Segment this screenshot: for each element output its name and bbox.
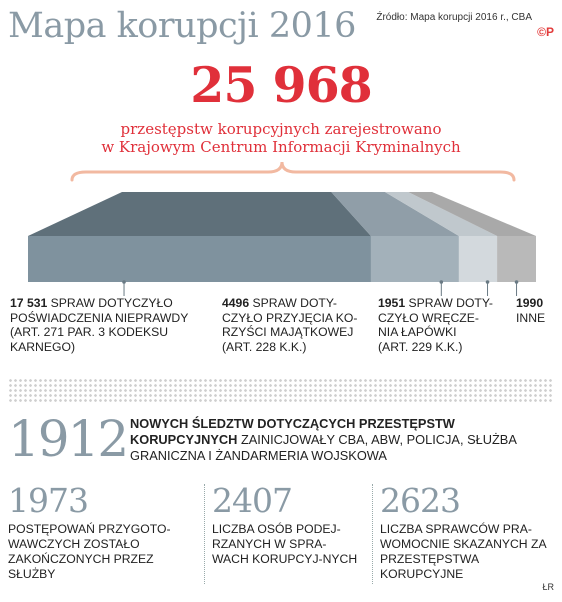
stat-text: LICZBA OSÓB PODEJ-RZANYCH W SPRA-WACH KORUPCYJ-NYCH xyxy=(212,522,358,566)
label-line: (ART. 229 K.K.) xyxy=(378,339,463,354)
bar-segment-lapowki xyxy=(459,236,497,282)
headline-number: 25 968 xyxy=(190,56,372,114)
label-line: (ART. 271 PAR. 3 KODEKSU xyxy=(10,325,169,339)
label-line: CZYŁO WRĘCZE- xyxy=(378,310,479,325)
label-line: SPRAW DOTY- xyxy=(252,296,337,310)
headline-line-2: w Krajowym Centrum Informacji Kryminalnych xyxy=(101,138,461,156)
bar-segment-korzysci xyxy=(371,236,459,282)
investigations-text xyxy=(130,416,550,464)
label-line: POŚWIADCZENIA NIEPRAWDY xyxy=(10,310,189,325)
label-value: 4496 xyxy=(222,296,250,310)
label-value: 1951 xyxy=(378,296,406,310)
label-line: SPRAW DOTY- xyxy=(408,296,493,310)
label-poswiadczenia xyxy=(10,296,188,354)
label-line: RZYŚCI MAJĄTKOWEJ xyxy=(222,325,354,339)
bar-top-poswiadczenia xyxy=(28,192,371,236)
label-line: KARNEGO) xyxy=(10,339,76,354)
investigations-rest: ZAINICJOWAŁY CBA, ABW, POLICJA, SŁUŻBA GRANICZNA I ŻANDARMERIA WOJSKOWA xyxy=(130,432,517,463)
brace xyxy=(72,162,514,180)
label-inne xyxy=(516,296,545,325)
label-lapowki xyxy=(378,296,493,354)
publisher-logo: ©P xyxy=(537,25,554,39)
label-line: (ART. 228 K.K.) xyxy=(222,339,307,354)
stacked-bar-chart xyxy=(0,0,562,300)
bar-segment-poswiadczenia xyxy=(28,236,371,282)
label-korzysci xyxy=(222,296,357,354)
column-divider xyxy=(204,484,205,584)
headline-line-1: przestępstw korupcyjnych zarejestrowano xyxy=(120,120,442,138)
investigations-bold: NOWYCH ŚLEDZTW DOTYCZĄCYCH PRZESTĘPSTW KORUPCYJNYCH xyxy=(130,416,455,447)
leader-dot-korzysci xyxy=(440,280,444,284)
leader-dot-poswiadczenia xyxy=(122,280,126,284)
bar-segment-inne xyxy=(497,236,536,282)
investigations-number: 1912 xyxy=(8,410,128,468)
leader-dot-inne xyxy=(515,280,519,284)
dotted-divider xyxy=(8,378,554,404)
stat-skazani xyxy=(380,482,555,582)
label-line: SPRAW DOTYCZYŁO xyxy=(50,296,173,310)
source-note: Źródło: Mapa korupcji 2016 r., CBA xyxy=(376,12,532,23)
page-title: Mapa korupcji 2016 xyxy=(8,6,356,46)
stat-number: 2407 xyxy=(212,481,292,520)
column-divider xyxy=(372,484,373,584)
stat-postepowania xyxy=(8,482,198,582)
label-line: INNE xyxy=(516,310,546,325)
stat-number: 1973 xyxy=(8,481,88,520)
label-value: 17 531 xyxy=(10,296,48,310)
label-value: 1990 xyxy=(516,296,544,310)
label-line: NIA ŁAPÓWKI xyxy=(378,325,457,339)
stat-text: LICZBA SPRAWCÓW PRA-WOMOCNIE SKAZANYCH ZA PRZESTĘPSTWA KORUPCYJNE xyxy=(380,522,546,581)
stat-number: 2623 xyxy=(380,481,460,520)
stat-text: POSTĘPOWAŃ PRZYGOTO-WAWCZYCH ZOSTAŁO ZAKOŃCZONYCH PRZEZ SŁUŻBY xyxy=(8,522,171,581)
stat-podejrzani xyxy=(212,482,362,567)
label-line: CZYŁO PRZYJĘCIA KO- xyxy=(222,310,358,325)
leader-dot-lapowki xyxy=(486,280,490,284)
author-initials: ŁR xyxy=(542,582,554,592)
